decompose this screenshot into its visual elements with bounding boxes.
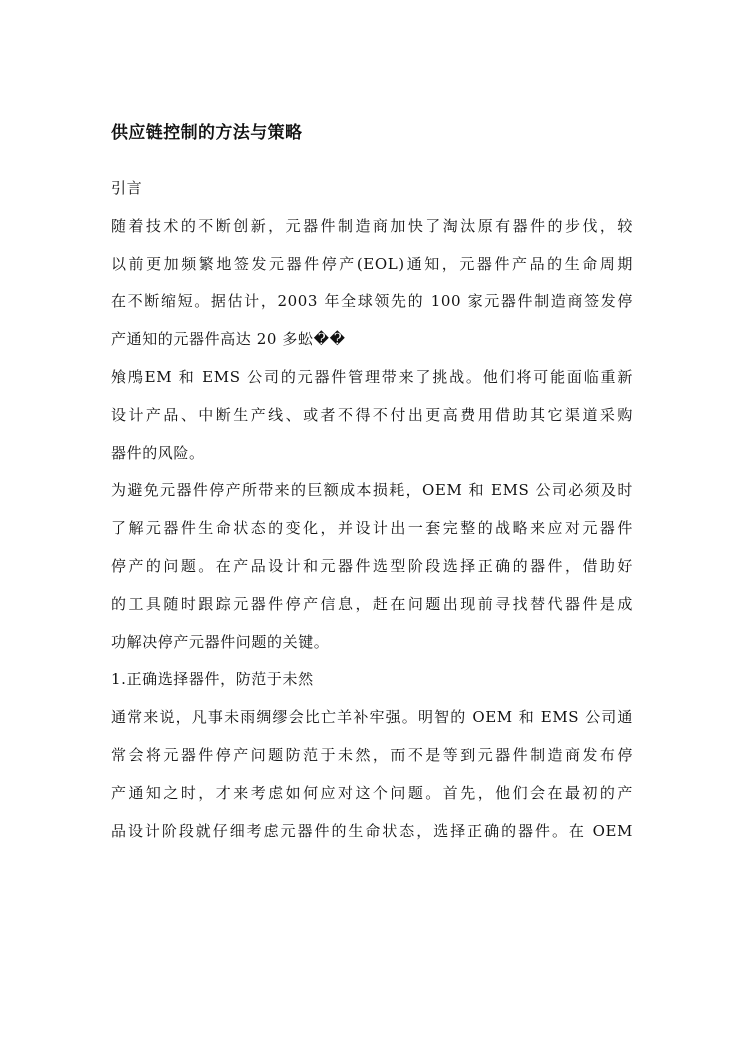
text-line: 随着技术的不断创新，元器件制造商加快了淘汰原有器件的步伐，较 [111,216,633,235]
document-body [111,114,633,850]
text-line: 引言 [111,179,143,197]
text-line: 了解元器件生命状态的变化，并设计出一套完整的战略来应对元器件 [111,519,633,538]
text-lines [111,170,633,850]
text-line: 1.正确选择器件，防范于未然 [111,670,314,689]
text-line: 设计产品、中断生产线、或者不得不付出更高费用借助其它渠道采购 [111,405,633,424]
text-line: 常会将元器件停产问题防范于未然，而不是等到元器件制造商发布停 [111,745,633,764]
text-line: 品设计阶段就仔细考虑元器件的生命状态，选择正确的器件。在 OEM [111,821,633,840]
text-line: 停产的问题。在产品设计和元器件选型阶段选择正确的器件，借助好 [111,556,633,575]
text-line: 为避免元器件停产所带来的巨额成本损耗，OEM 和 EMS 公司必须及时 [111,481,633,500]
text-line: 以前更加频繁地签发元器件停产(EOL)通知，元器件产品的生命周期 [111,254,633,273]
text-line: 飧鳲EM 和 EMS 公司的元器件管理带来了挑战。他们将可能面临重新 [111,367,633,386]
text-line: 产通知之时，才来考虑如何应对这个问题。首先，他们会在最初的产 [111,783,633,802]
text-line: 功解决停产元器件问题的关键。 [111,632,330,651]
text-line: 的工具随时跟踪元器件停产信息，赶在问题出现前寻找替代器件是成 [111,594,633,613]
text-line: 产通知的元器件高达 20 多蚣�� [111,330,346,349]
text-line: 在不断缩短。据估计，2003 年全球领先的 100 家元器件制造商签发停 [111,292,633,311]
document-title: 供应链控制的方法与策略 [111,123,303,143]
text-line: 通常来说，凡事未雨绸缪会比亡羊补牢强。明智的 OEM 和 EMS 公司通 [111,708,633,727]
text-line: 器件的风险。 [111,443,205,462]
